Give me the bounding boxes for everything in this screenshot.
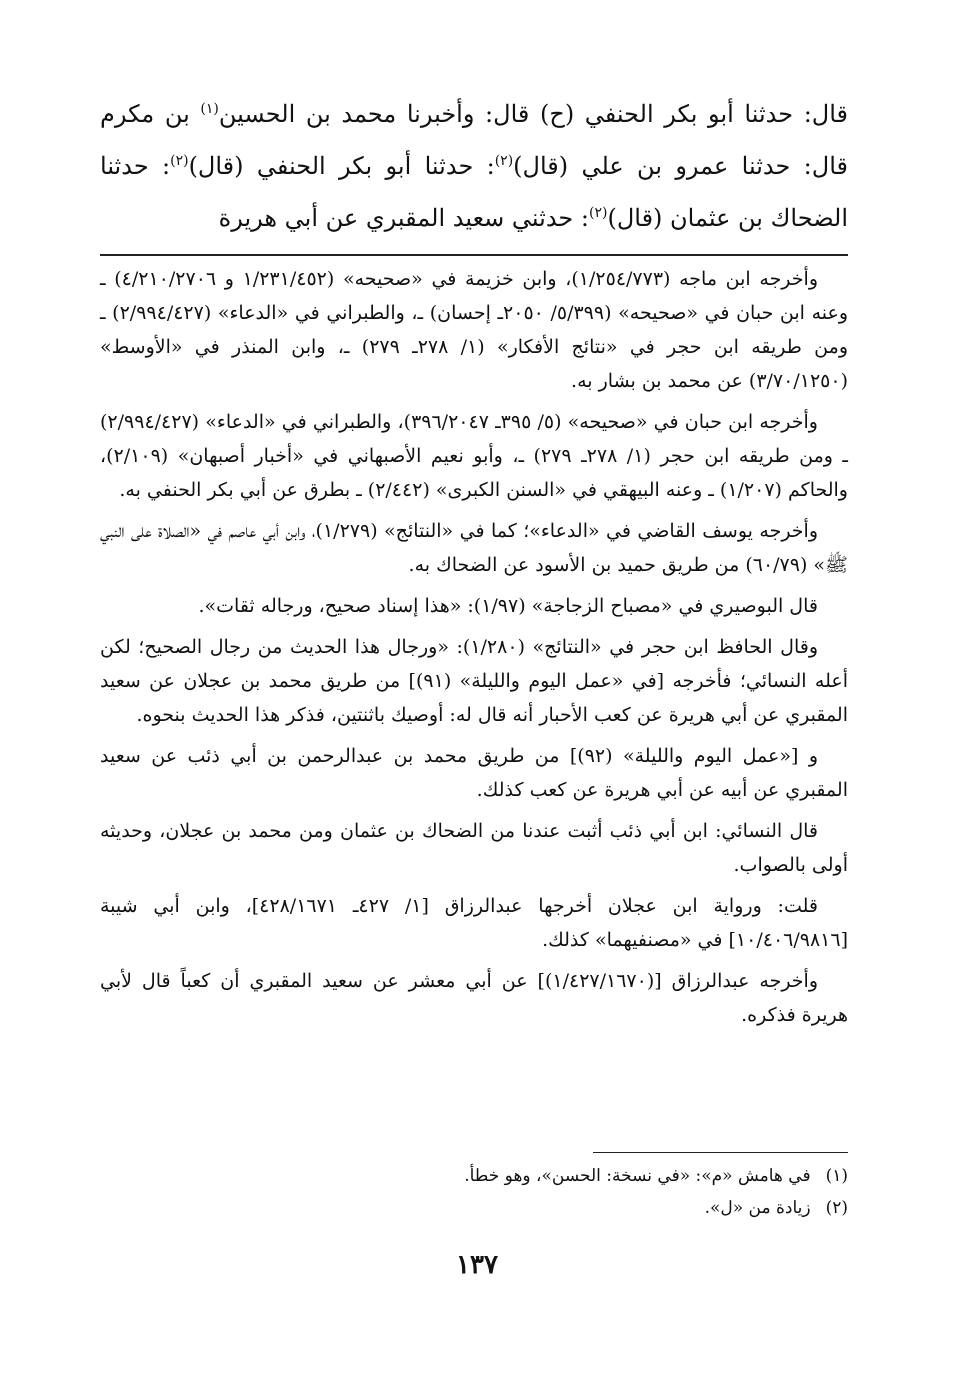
footnote-item <box>100 1192 848 1224</box>
footnote-text: زيادة من «ل». <box>704 1198 811 1218</box>
main-text-part: : حدثنا أبو بكر الحنفي (قال) <box>188 152 495 180</box>
main-text <box>100 88 848 244</box>
commentary-paragraph: قال النسائي: ابن أبي ذئب أثبت عندنا من الضحاك بن عثمان ومن محمد بن عجلان، وحديثه أولى بالصواب. <box>100 820 848 876</box>
commentary-notes <box>100 262 848 1039</box>
commentary-paragraph: وأخرجه ابن ماجه (١/٢٥٤/٧٧٣)، وابن خزيمة في «صحيحه» (١/٢٣١/٤٥٢ و ٤/٢١٠/٢٧٠٦) ـ وعنه ابن حبان في «صحيحه» (٥/٣٩٩/ ٢٠٥٠ـ إحسان) ـ، والطبراني في «الدعاء» (٢/٩٩٤/٤٢٧) ـ ومن طريقه ابن حجر في «نتائج الأفكار» (١/ ٢٧٨ـ ٢٧٩) ـ، وابن المنذر في «الأوسط» (٣/٧٠/١٢٥٠) عن محمد بن بشار به. <box>100 268 848 392</box>
commentary-paragraph: وأخرجه ابن حبان في «صحيحه» (٥/ ٣٩٥ـ ٣٩٦/٢٠٤٧)، والطبراني في «الدعاء» (٢/٩٩٤/٤٢٧) ـ ومن طريقه ابن حجر (١/ ٢٧٨ـ ٢٧٩) ـ، وأبو نعيم الأصبهاني في «أخبار أصبهان» (٢/١٠٩)، والحاكم (١/٢٠٧) ـ وعنه البيهقي في «السنن الكبرى» (٢/٤٤٢) ـ بطرق عن أبي بكر الحنفي به. <box>100 411 848 501</box>
footnote-ref[interactable]: (٢) <box>588 205 608 221</box>
footnote-ref[interactable]: (١) <box>200 101 219 117</box>
footnotes <box>100 1160 848 1224</box>
main-paragraph <box>100 88 848 244</box>
commentary-paragraph: وأخرجه يوسف القاضي في «الدعاء»؛ كما في «النتائج» (١/٢٧٩)، وابن أبي عاصم في «الصلاة على النبي ﷺ» (٦٠/٧٩) من طريق حميد بن الأسود عن الضحاك به. <box>100 520 848 576</box>
footnote-ref[interactable]: (٢) <box>494 153 514 169</box>
main-text-part: بن مكرم قال: حدثنا عمرو بن علي (قال) <box>100 100 848 180</box>
footnote-item <box>100 1160 848 1192</box>
page-number: ١٣٧ <box>456 1250 498 1280</box>
footnote-ref[interactable]: (٢) <box>170 153 189 169</box>
commentary-paragraph: وأخرجه عبدالرزاق [(١/٤٢٧/١٦٧٠)] عن أبي معشر عن سعيد المقبري أن كعباً قال لأبي هريرة فذكره. <box>100 970 848 1026</box>
footnote-number: (١) <box>825 1166 848 1186</box>
commentary-paragraph: قال البوصيري في «مصباح الزجاجة» (١/٩٧): «هذا إسناد صحيح، ورجاله ثقات». <box>198 595 818 617</box>
main-text-part: : حدثنا الضحاك بن عثمان (قال) <box>100 152 848 232</box>
commentary-paragraph: وقال الحافظ ابن حجر في «النتائج» (١/٢٨٠): «ورجال هذا الحديث من رجال الصحيح؛ لكن أعله النسائي؛ فأخرجه [في «عمل اليوم والليلة» (٩١)] من طريق محمد بن عجلان عن سعيد المقبري عن أبي هريرة عن كعب الأحبار أنه قال له: أوصيك باثنتين، فذكر هذا الحديث بنحوه. <box>100 636 849 726</box>
footnote-text: في هامش «م»: «في نسخة: الحسن»، وهو خطأ. <box>464 1166 811 1186</box>
footnote-number: (٢) <box>825 1198 848 1218</box>
main-text-part: : حدثني سعيد المقبري عن أبي هريرة <box>218 204 589 232</box>
main-text-part: قال: حدثنا أبو بكر الحنفي (ح) قال: وأخبرنا محمد بن الحسين <box>218 100 848 128</box>
footnote-divider <box>593 1152 848 1153</box>
section-divider <box>100 254 848 256</box>
commentary-paragraph: و [«عمل اليوم والليلة» (٩٢)] من طريق محمد بن عبدالرحمن بن أبي ذئب عن سعيد المقبري عن أبيه عن أبي هريرة عن كعب كذلك. <box>100 745 848 801</box>
commentary-paragraph: قلت: ورواية ابن عجلان أخرجها عبدالرزاق [١/ ٤٢٧ـ ٤٢٨/١٦٧١]، وابن أبي شيبة [١٠/٤٠٦/٩٨١٦] في «مصنفيهما» كذلك. <box>100 895 848 951</box>
